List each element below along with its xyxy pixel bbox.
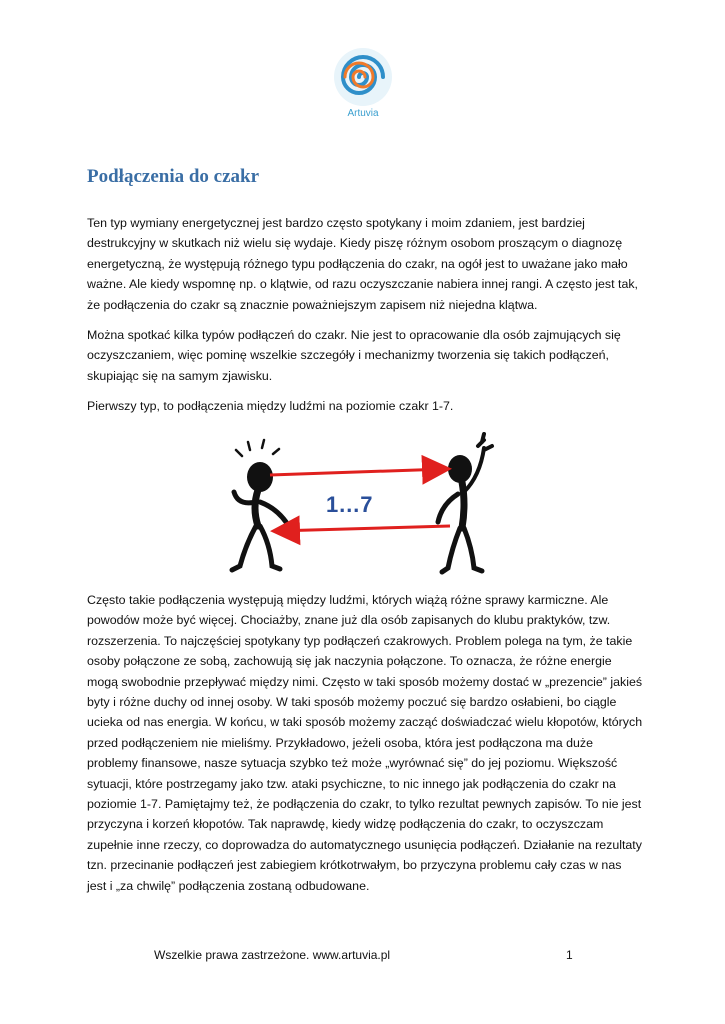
- artuvia-logo: [326, 46, 400, 128]
- chakra-range-label: 1…7: [326, 492, 373, 517]
- paragraph-4: Często takie podłączenia występują między ludźmi, których wiążą różne sprawy karmiczne. Ale powodów może być więcej. Chociażby, znane już dla osób zapisanych do klubu praktyków, tzw. rozszerzenia. To najczęściej spotykany typ podłączeń czakrowych. Problem polega na tym, że takie osoby połączone ze sobą, zachowują się jak naczynia połączone. To oznacza, że różne energie mogą swobodnie przepływać między nimi. Często w taki sposób możemy dostać w „prezencie” jakieś byty i różne duchy od innej osoby. W taki sposób możemy poczuć się bardzo osłabieni, bo ciągle ucieka od nas energia. W końcu, w taki sposób możemy zacząć doświadczać wielu kłopotów, których przed podłączeniem nie mieliśmy. Przykładowo, jeżeli osoba, która jest podłączona ma duże problemy finansowe, nasze sytuacja szybko też może „wyrównać się” do jej poziomu. Większość sytuacji, które postrzegamy jako tzw. ataki psychiczne, to nic innego jak podłączenia do czakr na poziomie 1-7. Pamiętajmy też, że podłączenia do czakr, to tylko rezultat pewnych zapisów. To nie jest przyczyna i korzeń kłopotów. Tak naprawdę, kiedy widzę podłączenia do czakr, to oczyszczam zupełnie inne rzeczy, co doprowadza do automatycznego usunięcia podłączeń. Działanie na rezultaty tzn. przecinanie podłączeń jest zabiegiem krótkotrwałym, bo przyczyna problemu cały czas w nas jest i „za chwilę” podłączenia zostaną odbudowane.: [87, 593, 643, 893]
- spiral-logo-icon: [326, 46, 400, 108]
- arrow-left-icon: [276, 526, 450, 531]
- chakra-connection-illustration: [210, 432, 510, 582]
- logo-text: Artuvia: [347, 108, 379, 119]
- right-stick-figure-icon: [438, 434, 492, 572]
- paragraph-1: Ten typ wymiany energetycznej jest bardzo często spotykany i moim zdaniem, jest bardziej destrukcyjny w skutkach niż wielu się wydaje. Kiedy piszę różnym osobom proszącym o diagnozę energetyczną, że występują różnego typu podłączenia do czakr, na ogół jest to uważane jako mało ważne. Ale kiedy wspomnę np. o klątwie, od razu oczyszczanie nabiera innej rangi. A często jest tak, że podłączenia do czakr są znacznie poważniejszym zapisem niż niejedna klątwa.: [87, 216, 638, 312]
- paragraph-3: Pierwszy typ, to podłączenia między ludźmi na poziomie czakr 1-7.: [87, 399, 454, 413]
- footer-copyright: Wszelkie prawa zastrzeżone. www.artuvia.pl: [154, 948, 391, 962]
- paragraph-2: Można spotkać kilka typów podłączeń do czakr. Nie jest to opracowanie dla osób zajmujących się oczyszczaniem, więc pominę wszelkie szczegóły i mechanizmy tworzenia się takich podłączeń, skupiając się na samym zjawisku.: [87, 328, 621, 383]
- page-number: 1: [566, 948, 573, 962]
- arrow-right-icon: [270, 469, 446, 475]
- page-title: Podłączenia do czakr: [87, 166, 260, 187]
- left-stick-figure-icon: [232, 440, 286, 570]
